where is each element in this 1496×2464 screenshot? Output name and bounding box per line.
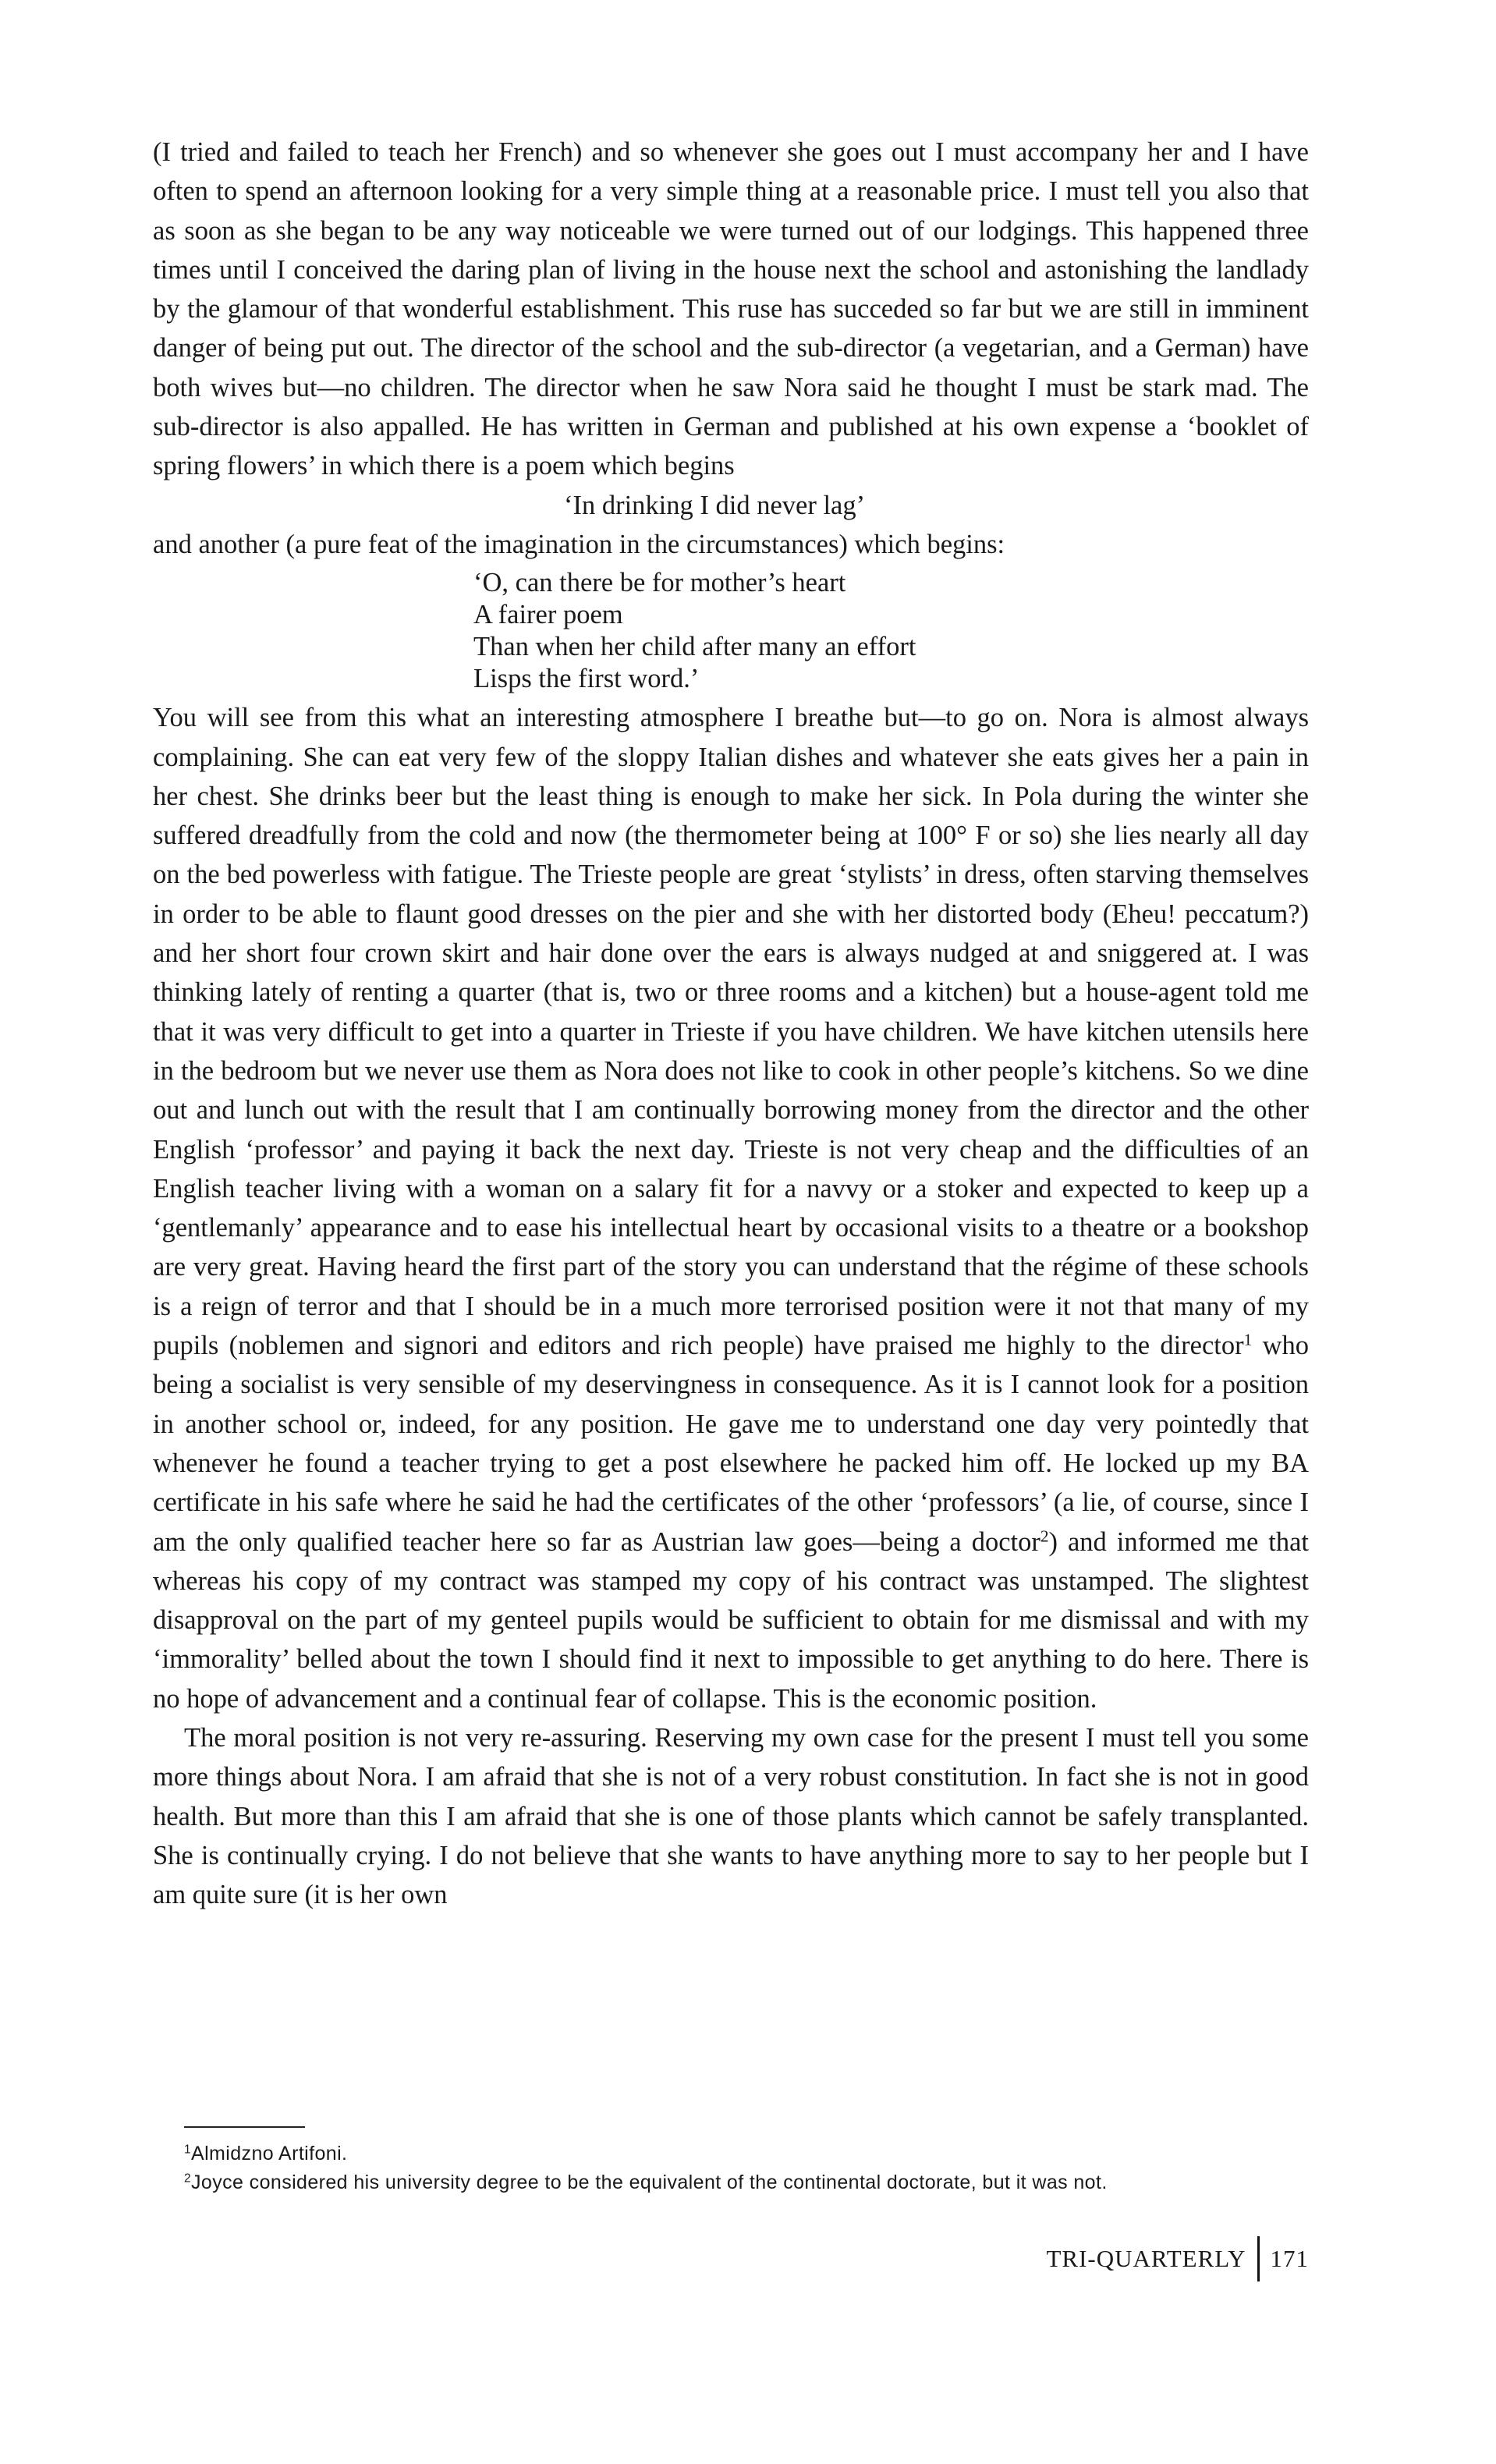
verse-line: A fairer poem — [473, 600, 623, 630]
verse-quotation-1 — [153, 486, 1309, 525]
verse-line: ‘In drinking I did never lag’ — [564, 490, 866, 520]
paragraph-1-continuation — [153, 525, 1309, 564]
page-content — [153, 133, 1309, 2317]
footnote-1 — [184, 2140, 1307, 2168]
paragraph-text: (I tried and failed to teach her French) and so whenever she goes out I must accompany her and I have often to spend an afternoon looking for a very simple thing at a reasonable price. I must tell you also that as soon as she began to be any way noticeable we were turned out of our lodgings. This happened three times until I conceived the daring plan of living in the house next the school and astonishing the landlady by the glamour of that wonderful establishment. This ruse has succeded so far but we are still in imminent danger of being put out. The director of the school and the sub-director (a vegetarian, and a German) have both wives but—no children. The director when he saw Nora said he thought I must be stark mad. The sub-director is also appalled. He has written in German and published at his own expense a ‘booklet of spring flowers’ in which there is a poem which begins — [153, 137, 1309, 481]
verse-quotation-2 — [153, 564, 1309, 698]
footnote-text: Almidzno Artifoni. — [191, 2143, 348, 2164]
footnote-reference-1[interactable]: 1 — [1243, 1330, 1253, 1349]
paragraph-text: and another (a pure feat of the imagination in the circumstances) which begins: — [153, 529, 1005, 559]
paragraph-1-opening — [153, 133, 1309, 486]
running-footer — [1046, 2236, 1309, 2281]
paragraph-text: The moral position is not very re-assuring. Reserving my own case for the present I must tell you some more things about Nora. I am afraid that she is not of a very robust constitution. In fact she is not in good health. But more than this I am afraid that she is one of those plants which cannot be safely transplanted. She is continually crying. I do not believe that she wants to have anything more to say to her people but I am quite sure (it is her own — [153, 1722, 1309, 1910]
footnote-text: Joyce considered his university degree to be the equivalent of the continental doctorate, but it was not. — [191, 2172, 1108, 2193]
footnotes — [184, 2140, 1307, 2197]
footnote-divider — [184, 2126, 305, 2128]
footnote-2 — [184, 2168, 1307, 2197]
footnote-reference-2[interactable]: 2 — [1040, 1526, 1049, 1545]
paragraph-2 — [153, 1718, 1309, 1914]
paragraph-text: ) and informed me that whereas his copy of my contract was stamped my copy of his contract was unstamped. The slightest disapproval on the part of my genteel pupils would be sufficient to obtain for me dismissal and with my ‘immorality’ belled about the town I should find it next to impossible to get anything to do here. There is no hope of advancement and a continual fear of collapse. This is the economic position. — [153, 1526, 1309, 1714]
footnote-number: 1 — [184, 2143, 192, 2157]
verse-line: Than when her child after many an effort — [473, 632, 916, 662]
verse-line: ‘O, can there be for mother’s heart — [473, 568, 846, 598]
page-number: 171 — [1270, 2245, 1309, 2272]
paragraph-1-remainder — [153, 698, 1309, 1718]
journal-title: TRI-QUARTERLY — [1046, 2245, 1246, 2272]
paragraph-text: You will see from this what an interesting atmosphere I breathe but—to go on. Nora is almost always complaining. She can eat very few of the sloppy Italian dishes and whatever she eats gives her a pain in her chest. She drinks beer but the least thing is enough to make her sick. In Pola during the winter she suffered dreadfully from the cold and now (the thermometer being at 100° F or so) she lies nearly all day on the bed powerless with fatigue. The Trieste people are great ‘stylists’ in dress, often starving themselves in order to be able to flaunt good dresses on the pier and she with her distorted body (Eheu! peccatum?) and her short four crown skirt and hair done over the ears is always nudged at and sniggered at. I was thinking lately of renting a quarter (that is, two or three rooms and a kitchen) but a house-agent told me that it was very difficult to get into a quarter in Trieste if you have children. We have kitchen utensils here in the bedroom but we never use them as Nora does not like to cook in other people’s kitchens. So we dine out and lunch out with the result that I am continually borrowing money from the director and the other English ‘professor’ and paying it back the next day. Trieste is not very cheap and the difficulties of an English teacher living with a woman on a salary fit for a navvy or a stoker and expected to keep up a ‘gentlemanly’ appearance and to ease his intellectual heart by occasional visits to a theatre or a bookshop are very great. Having heard the first part of the story you can understand that the régime of these schools is a reign of terror and that I should be in a much more terrorised position were it not that many of my pupils (noblemen and signori and editors and rich people) have praised me highly to the director — [153, 703, 1309, 1361]
footnote-number: 2 — [184, 2172, 192, 2186]
paragraph-text: who being a socialist is very sensible of my deservingness in consequence. As it is I cannot look for a position in another school or, indeed, for any position. He gave me to understand one day very pointedly that whenever he found a teacher trying to get a post elsewhere he packed him off. He locked up my BA certificate in his safe where he said he had the certificates of the other ‘professors’ (a lie, of course, since I am the only qualified teacher here so far as Austrian law goes—being a doctor — [153, 1331, 1310, 1557]
verse-line: Lisps the first word.’ — [473, 664, 700, 694]
